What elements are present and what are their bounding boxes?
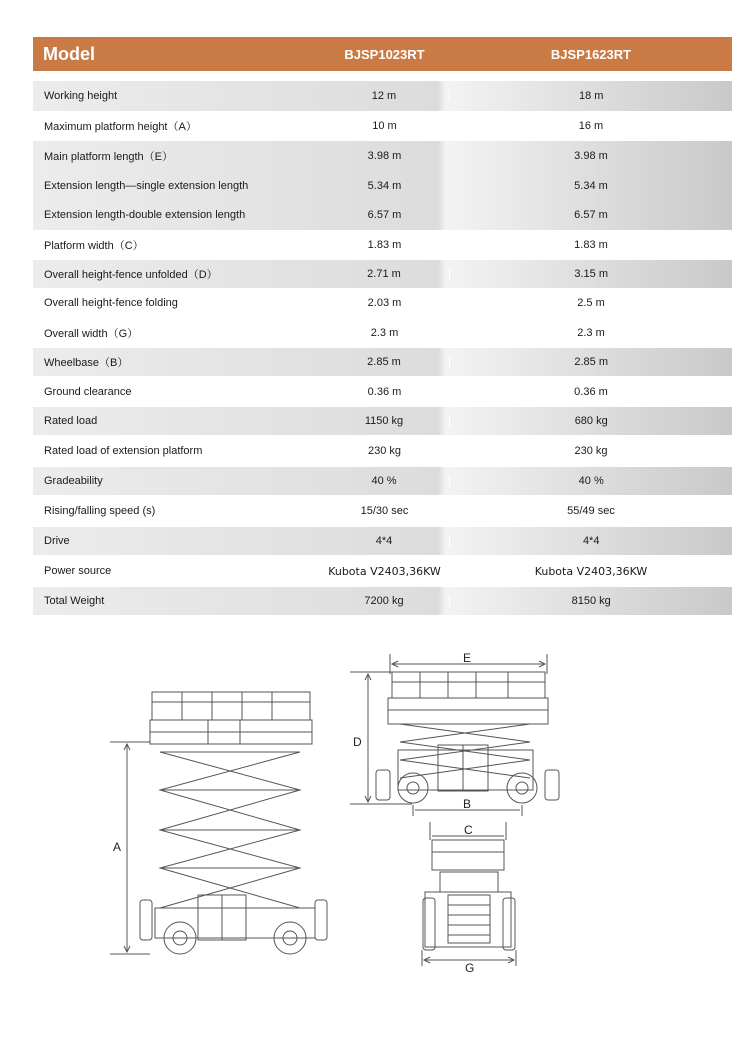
row-label: Gradeability	[44, 475, 103, 487]
value-model-2: 2.5 m	[577, 297, 605, 309]
value-model-1: 5.34 m	[367, 179, 402, 192]
side-view-drawing	[110, 692, 327, 954]
row-label: Overall width（G）	[44, 328, 139, 340]
table-row	[33, 527, 732, 555]
value-model-1: 2.85 m	[319, 356, 451, 368]
value-model-1: 12 m	[319, 90, 451, 102]
value-model-2: Kubota V2403,36KW	[534, 564, 648, 578]
row-label: Wheelbase（B）	[44, 357, 129, 369]
row-label: Ground clearance	[44, 385, 132, 398]
value-model-1: 2.03 m	[367, 297, 402, 309]
value-model-1: 230 kg	[367, 445, 402, 457]
value-model-2: 5.34 m	[574, 179, 608, 192]
table-row	[33, 467, 732, 495]
table-row	[33, 318, 732, 348]
table-row	[33, 111, 732, 141]
label-a: A	[113, 840, 122, 854]
front-view-drawing	[350, 654, 559, 816]
value-model-1: 1.83 m	[367, 239, 402, 251]
table-row	[33, 171, 732, 200]
value-model-2: 680 kg	[574, 415, 608, 427]
table-header	[33, 37, 732, 71]
table-row	[33, 407, 732, 435]
value-model-2: 0.36 m	[574, 385, 608, 398]
row-label: Rated load of extension platform	[44, 445, 203, 457]
value-model-2: 230 kg	[574, 445, 608, 457]
value-model-2: 3.98 m	[574, 150, 608, 162]
spec-table	[33, 37, 732, 615]
table-row	[33, 348, 732, 376]
table-row	[33, 288, 732, 318]
value-model-2: 40 %	[578, 475, 604, 487]
value-model-2: 4*4	[582, 535, 600, 547]
value-model-1: 4*4	[319, 535, 451, 547]
label-g: G	[465, 961, 475, 975]
model-label: Model	[43, 43, 95, 64]
value-model-2: 6.57 m	[574, 209, 608, 221]
value-model-1: 40 %	[319, 475, 451, 487]
label-e: E	[463, 651, 472, 665]
table-row	[33, 81, 732, 111]
row-label: Overall height-fence folding	[44, 297, 178, 309]
label-c: C	[464, 823, 473, 837]
table-row	[33, 555, 732, 587]
row-label: Total Weight	[44, 595, 105, 607]
value-model-1: 10 m	[372, 120, 397, 132]
table-row	[33, 260, 732, 288]
table-row	[33, 587, 732, 615]
value-model-1: 2.3 m	[370, 327, 399, 339]
table-row	[33, 141, 732, 171]
row-label: Rising/falling speed (s)	[44, 505, 156, 517]
value-model-1: 15/30 sec	[360, 505, 409, 517]
value-model-2: 3.15 m	[574, 268, 609, 280]
value-model-2: 2.85 m	[574, 356, 609, 368]
model-2-name: BJSP1623RT	[550, 46, 632, 62]
value-model-1: 7200 kg	[319, 595, 451, 607]
model-1-name: BJSP1023RT	[344, 46, 425, 62]
label-d: D	[353, 735, 362, 749]
row-label: Maximum platform height（A）	[44, 121, 197, 133]
dimension-drawings	[0, 640, 750, 980]
row-label: Overall height-fence unfolded（D）	[44, 269, 218, 281]
value-model-1: Kubota V2403,36KW	[328, 564, 441, 578]
value-model-1: 0.36 m	[367, 385, 402, 398]
value-model-2: 1.83 m	[574, 239, 608, 251]
value-model-1: 1150 kg	[319, 415, 451, 427]
row-label: Rated load	[44, 415, 98, 427]
value-model-2: 55/49 sec	[567, 505, 615, 517]
row-label: Platform width（C）	[44, 240, 144, 252]
table-row	[33, 200, 732, 230]
row-label: Extension length—single extension length	[44, 179, 249, 192]
value-model-2: 16 m	[578, 120, 604, 132]
table-row	[33, 230, 732, 260]
value-model-2: 18 m	[578, 90, 604, 102]
table-row	[33, 435, 732, 467]
end-view-drawing	[422, 822, 516, 966]
row-label: Main platform length（E）	[44, 151, 173, 163]
value-model-2: 8150 kg	[571, 595, 611, 607]
label-b: B	[463, 797, 472, 811]
row-label: Extension length-double extension length	[44, 209, 246, 221]
extension-block	[33, 141, 732, 230]
table-row	[33, 376, 732, 407]
row-label: Power source	[44, 565, 112, 577]
value-model-1: 2.71 m	[319, 268, 451, 280]
value-model-1: 3.98 m	[367, 150, 402, 162]
table-row	[33, 495, 732, 527]
row-label: Drive	[44, 535, 70, 547]
row-label: Working height	[44, 90, 118, 102]
value-model-1: 6.57 m	[367, 209, 402, 221]
value-model-2: 2.3 m	[577, 327, 605, 339]
